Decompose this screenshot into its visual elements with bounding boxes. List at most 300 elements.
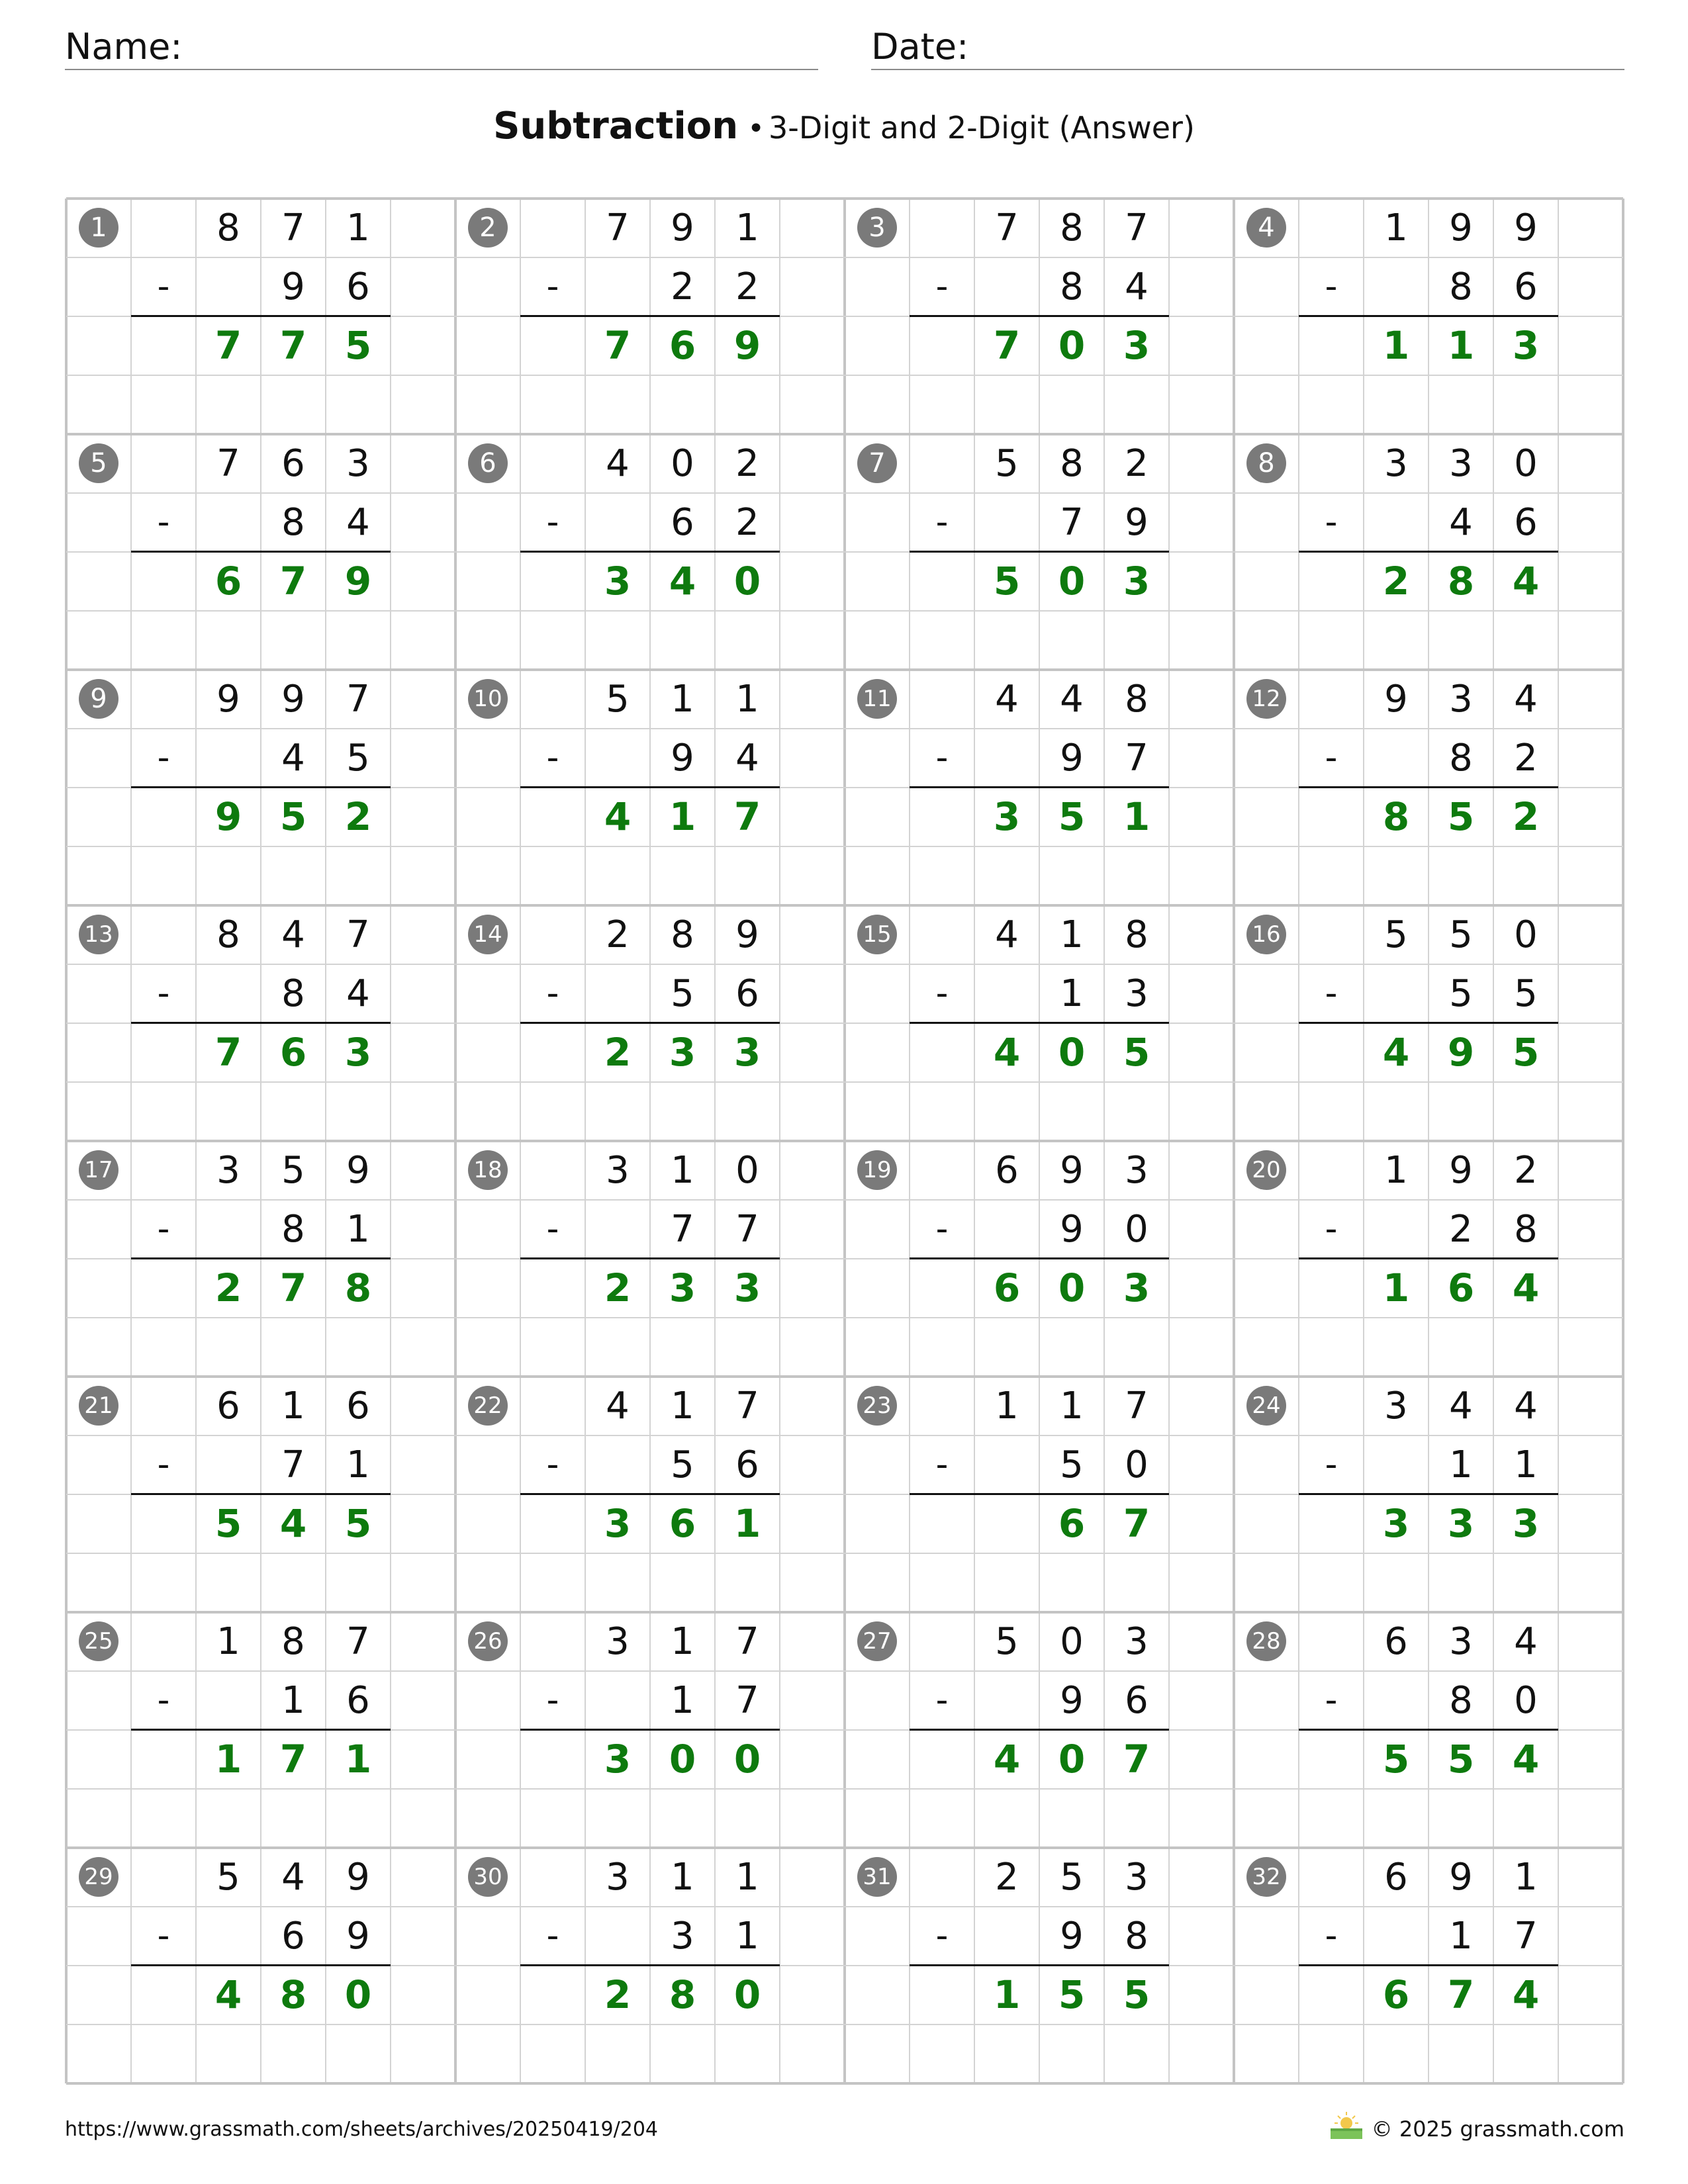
subtrahend-digit: 2 — [735, 265, 759, 308]
minuend-digit: 7 — [735, 1385, 759, 1428]
minuend-digit: 3 — [1125, 1149, 1149, 1192]
answer-digit: 5 — [1382, 1737, 1410, 1782]
problem-number-badge: 3 — [857, 208, 897, 248]
problem-number-badge: 14 — [468, 915, 508, 954]
minuend-digit: 3 — [606, 1620, 630, 1663]
answer-digit: 7 — [279, 1737, 307, 1782]
answer-digit: 0 — [1058, 1265, 1086, 1310]
answer-digit: 3 — [669, 1265, 696, 1310]
subtrahend-digit: 6 — [1514, 501, 1538, 544]
footer-url[interactable]: https://www.grassmath.com/sheets/archives/20250419/204 — [65, 2118, 659, 2141]
problem-number-badge: 4 — [1246, 208, 1286, 248]
problem-number-badge: 26 — [468, 1621, 508, 1661]
minus-sign: - — [935, 1209, 949, 1249]
answer-digit: 7 — [604, 323, 632, 368]
problem-number-badge: 25 — [79, 1621, 118, 1661]
minus-sign: - — [1325, 974, 1338, 1013]
answer-digit: 4 — [993, 1030, 1021, 1075]
subtrahend-digit: 8 — [1449, 737, 1473, 780]
minuend-digit: 6 — [346, 1385, 370, 1428]
answer-digit: 8 — [279, 1972, 307, 2017]
answer-digit: 8 — [344, 1265, 372, 1310]
minuend-digit: 5 — [1060, 1856, 1084, 1899]
minuend-digit: 1 — [735, 206, 759, 250]
answer-digit: 0 — [1058, 1030, 1086, 1075]
minuend-digit: 7 — [1125, 1385, 1149, 1428]
answer-digit: 5 — [1123, 1972, 1150, 2017]
subtrahend-digit: 6 — [346, 265, 370, 308]
subtrahend-digit: 7 — [671, 1208, 694, 1251]
name-label: Name: — [65, 26, 183, 68]
answer-digit: 7 — [279, 1265, 307, 1310]
answer-digit: 6 — [993, 1265, 1021, 1310]
answer-digit: 3 — [604, 1501, 632, 1546]
problem-number-badge: 27 — [857, 1621, 897, 1661]
answer-line — [131, 1964, 391, 1966]
answer-digit: 3 — [1512, 1501, 1540, 1546]
subtrahend-digit: 7 — [735, 1679, 759, 1722]
minus-sign: - — [935, 974, 949, 1013]
answer-digit: 3 — [993, 794, 1021, 839]
name-field[interactable] — [65, 23, 818, 70]
minuend-digit: 1 — [671, 1620, 694, 1663]
subtrahend-digit: 2 — [671, 265, 694, 308]
minus-sign: - — [546, 1680, 559, 1720]
answer-digit: 1 — [993, 1972, 1021, 2017]
minus-sign: - — [935, 1445, 949, 1484]
answer-digit: 6 — [669, 1501, 696, 1546]
answer-digit: 2 — [604, 1030, 632, 1075]
subtrahend-digit: 6 — [735, 1443, 759, 1486]
minuend-digit: 9 — [1449, 1149, 1473, 1192]
subtrahend-digit: 4 — [735, 737, 759, 780]
answer-digit: 3 — [733, 1030, 761, 1075]
minus-sign: - — [157, 267, 170, 306]
minuend-digit: 1 — [346, 206, 370, 250]
minuend-digit: 1 — [1514, 1856, 1538, 1899]
subtrahend-digit: 2 — [1449, 1208, 1473, 1251]
answer-digit: 5 — [1058, 1972, 1086, 2017]
answer-digit: 3 — [1123, 1265, 1150, 1310]
minuend-digit: 8 — [1060, 206, 1084, 250]
minus-sign: - — [546, 1209, 559, 1249]
answer-digit: 4 — [214, 1972, 242, 2017]
minuend-digit: 6 — [216, 1385, 240, 1428]
problem-number-badge: 28 — [1246, 1621, 1286, 1661]
minus-sign: - — [546, 1916, 559, 1956]
subtrahend-digit: 8 — [1125, 1915, 1149, 1958]
problem-number-badge: 1 — [79, 208, 118, 248]
problem-number-badge: 18 — [468, 1150, 508, 1190]
minuend-digit: 3 — [346, 442, 370, 485]
minus-sign: - — [1325, 738, 1338, 778]
minuend-digit: 8 — [1125, 678, 1149, 721]
answer-line — [131, 315, 391, 317]
answer-line — [910, 315, 1169, 317]
minuend-digit: 3 — [1125, 1856, 1149, 1899]
minuend-digit: 5 — [281, 1149, 305, 1192]
minus-sign: - — [1325, 1916, 1338, 1956]
subtrahend-digit: 9 — [346, 1915, 370, 1958]
minuend-digit: 9 — [1449, 1856, 1473, 1899]
subtrahend-digit: 7 — [1060, 501, 1084, 544]
minuend-digit: 4 — [281, 1856, 305, 1899]
minuend-digit: 0 — [1060, 1620, 1084, 1663]
minus-sign: - — [1325, 1209, 1338, 1249]
answer-digit: 1 — [1447, 323, 1475, 368]
minuend-digit: 7 — [606, 206, 630, 250]
answer-line — [910, 1964, 1169, 1966]
subtrahend-digit: 1 — [281, 1679, 305, 1722]
minus-sign: - — [546, 267, 559, 306]
answer-line — [910, 1022, 1169, 1024]
answer-digit: 7 — [1123, 1737, 1150, 1782]
answer-digit: 6 — [669, 323, 696, 368]
answer-digit: 0 — [733, 1737, 761, 1782]
answer-line — [131, 786, 391, 788]
subtrahend-digit: 0 — [1125, 1443, 1149, 1486]
minuend-digit: 0 — [1514, 442, 1538, 485]
answer-digit: 7 — [214, 1030, 242, 1075]
answer-digit: 6 — [1058, 1501, 1086, 1546]
subtrahend-digit: 8 — [1514, 1208, 1538, 1251]
answer-digit: 3 — [669, 1030, 696, 1075]
minuend-digit: 3 — [1384, 442, 1408, 485]
minuend-digit: 4 — [606, 1385, 630, 1428]
answer-digit: 3 — [1447, 1501, 1475, 1546]
answer-digit: 5 — [1512, 1030, 1540, 1075]
subtrahend-digit: 8 — [1449, 265, 1473, 308]
answer-digit: 7 — [1447, 1972, 1475, 2017]
answer-digit: 5 — [993, 559, 1021, 604]
answer-digit: 2 — [214, 1265, 242, 1310]
minuend-digit: 1 — [1384, 206, 1408, 250]
subtrahend-digit: 6 — [1125, 1679, 1149, 1722]
minuend-digit: 7 — [216, 442, 240, 485]
minuend-digit: 3 — [606, 1856, 630, 1899]
minuend-digit: 4 — [1514, 678, 1538, 721]
minus-sign: - — [1325, 267, 1338, 306]
answer-line — [1299, 551, 1558, 553]
minuend-digit: 4 — [1060, 678, 1084, 721]
minuend-digit: 1 — [671, 678, 694, 721]
answer-line — [520, 1729, 780, 1731]
answer-line — [1299, 1729, 1558, 1731]
minus-sign: - — [157, 738, 170, 778]
answer-digit: 7 — [279, 323, 307, 368]
answer-digit: 8 — [1447, 559, 1475, 604]
problem-number-badge: 24 — [1246, 1386, 1286, 1426]
minuend-digit: 9 — [1060, 1149, 1084, 1192]
answer-digit: 5 — [344, 1501, 372, 1546]
answer-digit: 6 — [214, 559, 242, 604]
problem-number-badge: 20 — [1246, 1150, 1286, 1190]
problem-number-badge: 15 — [857, 915, 897, 954]
minuend-digit: 9 — [1384, 678, 1408, 721]
answer-digit: 9 — [344, 559, 372, 604]
date-field[interactable] — [871, 23, 1624, 70]
answer-digit: 5 — [214, 1501, 242, 1546]
answer-digit: 3 — [604, 559, 632, 604]
answer-digit: 6 — [1447, 1265, 1475, 1310]
minuend-digit: 1 — [671, 1385, 694, 1428]
minuend-digit: 9 — [735, 913, 759, 956]
minuend-digit: 9 — [671, 206, 694, 250]
minuend-digit: 5 — [216, 1856, 240, 1899]
subtrahend-digit: 8 — [281, 972, 305, 1015]
minuend-digit: 8 — [216, 206, 240, 250]
subtrahend-digit: 9 — [1060, 1208, 1084, 1251]
minuend-digit: 3 — [1384, 1385, 1408, 1428]
problem-number-badge: 10 — [468, 679, 508, 719]
minus-sign: - — [546, 738, 559, 778]
answer-digit: 1 — [733, 1501, 761, 1546]
answer-line — [131, 1022, 391, 1024]
subtrahend-digit: 5 — [1449, 972, 1473, 1015]
answer-line — [520, 551, 780, 553]
minuend-digit: 3 — [1449, 442, 1473, 485]
answer-digit: 0 — [344, 1972, 372, 2017]
subtrahend-digit: 9 — [1060, 1679, 1084, 1722]
minuend-digit: 7 — [995, 206, 1019, 250]
minuend-digit: 7 — [735, 1620, 759, 1663]
answer-line — [1299, 786, 1558, 788]
answer-digit: 2 — [604, 1265, 632, 1310]
answer-line — [910, 1257, 1169, 1259]
answer-digit: 1 — [1382, 323, 1410, 368]
answer-line — [520, 1964, 780, 1966]
answer-digit: 0 — [669, 1737, 696, 1782]
problem-number-badge: 31 — [857, 1857, 897, 1897]
subtrahend-digit: 3 — [1125, 972, 1149, 1015]
minuend-digit: 4 — [1514, 1620, 1538, 1663]
minuend-digit: 4 — [995, 678, 1019, 721]
minus-sign: - — [935, 502, 949, 542]
subtrahend-digit: 3 — [671, 1915, 694, 1958]
minus-sign: - — [935, 1916, 949, 1956]
minuend-digit: 7 — [346, 1620, 370, 1663]
answer-line — [1299, 1022, 1558, 1024]
minuend-digit: 0 — [735, 1149, 759, 1192]
grid-block-divider — [66, 2082, 1623, 2085]
minuend-digit: 9 — [216, 678, 240, 721]
minuend-digit: 2 — [995, 1856, 1019, 1899]
answer-line — [131, 551, 391, 553]
minuend-digit: 4 — [995, 913, 1019, 956]
answer-digit: 7 — [279, 559, 307, 604]
problem-number-badge: 19 — [857, 1150, 897, 1190]
answer-digit: 1 — [1382, 1265, 1410, 1310]
problem-number-badge: 12 — [1246, 679, 1286, 719]
answer-digit: 3 — [1123, 559, 1150, 604]
answer-digit: 6 — [279, 1030, 307, 1075]
answer-line — [1299, 1257, 1558, 1259]
subtrahend-digit: 1 — [671, 1679, 694, 1722]
minuend-digit: 2 — [1514, 1149, 1538, 1192]
answer-digit: 5 — [279, 794, 307, 839]
minuend-digit: 7 — [281, 206, 305, 250]
minus-sign: - — [1325, 1445, 1338, 1484]
answer-digit: 4 — [1512, 1265, 1540, 1310]
minuend-digit: 8 — [1125, 913, 1149, 956]
title-separator: • — [747, 112, 765, 146]
minuend-digit: 5 — [1384, 913, 1408, 956]
answer-digit: 4 — [604, 794, 632, 839]
minuend-digit: 1 — [735, 1856, 759, 1899]
subtrahend-digit: 5 — [671, 972, 694, 1015]
answer-digit: 5 — [1447, 794, 1475, 839]
minuend-digit: 5 — [1449, 913, 1473, 956]
subtrahend-digit: 6 — [735, 972, 759, 1015]
minuend-digit: 7 — [346, 678, 370, 721]
minuend-digit: 2 — [606, 913, 630, 956]
answer-line — [1299, 315, 1558, 317]
answer-digit: 9 — [1447, 1030, 1475, 1075]
answer-line — [910, 551, 1169, 553]
problem-number-badge: 23 — [857, 1386, 897, 1426]
minus-sign: - — [157, 1445, 170, 1484]
problem-number-badge: 9 — [79, 679, 118, 719]
subtrahend-digit: 0 — [1514, 1679, 1538, 1722]
problem-number-badge: 8 — [1246, 443, 1286, 483]
answer-digit: 4 — [993, 1737, 1021, 1782]
minuend-digit: 9 — [281, 678, 305, 721]
minuend-digit: 6 — [1384, 1620, 1408, 1663]
minuend-digit: 1 — [1060, 913, 1084, 956]
subtrahend-digit: 8 — [281, 501, 305, 544]
subtrahend-digit: 7 — [1514, 1915, 1538, 1958]
subtrahend-digit: 5 — [1514, 972, 1538, 1015]
title-main: Subtraction — [493, 105, 739, 148]
minuend-digit: 8 — [671, 913, 694, 956]
answer-line — [520, 1493, 780, 1495]
minuend-digit: 1 — [1060, 1385, 1084, 1428]
subtrahend-digit: 4 — [1125, 265, 1149, 308]
minuend-digit: 1 — [1384, 1149, 1408, 1192]
subtrahend-digit: 7 — [1125, 737, 1149, 780]
minus-sign: - — [546, 974, 559, 1013]
minuend-digit: 8 — [216, 913, 240, 956]
minuend-digit: 8 — [1060, 442, 1084, 485]
subtrahend-digit: 6 — [1514, 265, 1538, 308]
minus-sign: - — [1325, 502, 1338, 542]
minuend-digit: 2 — [1125, 442, 1149, 485]
answer-digit: 1 — [214, 1737, 242, 1782]
subtrahend-digit: 1 — [1060, 972, 1084, 1015]
problem-number-badge: 21 — [79, 1386, 118, 1426]
subtrahend-digit: 6 — [281, 1915, 305, 1958]
answer-digit: 8 — [669, 1972, 696, 2017]
problem-number-badge: 16 — [1246, 915, 1286, 954]
answer-digit: 2 — [604, 1972, 632, 2017]
subtrahend-digit: 0 — [1125, 1208, 1149, 1251]
minus-sign: - — [935, 267, 949, 306]
answer-line — [1299, 1964, 1558, 1966]
minuend-digit: 7 — [346, 913, 370, 956]
answer-digit: 5 — [1123, 1030, 1150, 1075]
answer-line — [131, 1493, 391, 1495]
subtrahend-digit: 9 — [1125, 501, 1149, 544]
subtrahend-digit: 5 — [671, 1443, 694, 1486]
subtrahend-digit: 9 — [1060, 737, 1084, 780]
subtrahend-digit: 8 — [281, 1208, 305, 1251]
minuend-digit: 2 — [735, 442, 759, 485]
answer-digit: 0 — [1058, 323, 1086, 368]
minuend-digit: 3 — [1449, 1620, 1473, 1663]
date-label: Date: — [871, 26, 969, 68]
minuend-digit: 4 — [281, 913, 305, 956]
answer-line — [131, 1257, 391, 1259]
answer-line — [520, 315, 780, 317]
subtrahend-digit: 7 — [281, 1443, 305, 1486]
answer-digit: 7 — [214, 323, 242, 368]
minuend-digit: 4 — [606, 442, 630, 485]
minuend-digit: 5 — [995, 442, 1019, 485]
subtrahend-digit: 5 — [346, 737, 370, 780]
minuend-digit: 4 — [1514, 1385, 1538, 1428]
minuend-digit: 3 — [1125, 1620, 1149, 1663]
answer-digit: 2 — [344, 794, 372, 839]
minuend-digit: 6 — [281, 442, 305, 485]
problem-number-badge: 32 — [1246, 1857, 1286, 1897]
subtrahend-digit: 9 — [281, 265, 305, 308]
answer-digit: 7 — [733, 794, 761, 839]
answer-line — [520, 1022, 780, 1024]
subtrahend-digit: 1 — [1514, 1443, 1538, 1486]
answer-digit: 8 — [1382, 794, 1410, 839]
minuend-digit: 9 — [346, 1149, 370, 1192]
minuend-digit: 5 — [995, 1620, 1019, 1663]
answer-digit: 9 — [214, 794, 242, 839]
problem-number-badge: 22 — [468, 1386, 508, 1426]
minuend-digit: 0 — [1514, 913, 1538, 956]
minuend-digit: 0 — [671, 442, 694, 485]
answer-digit: 4 — [1512, 1737, 1540, 1782]
minuend-digit: 6 — [995, 1149, 1019, 1192]
subtrahend-digit: 7 — [735, 1208, 759, 1251]
minuend-digit: 1 — [281, 1385, 305, 1428]
minus-sign: - — [1325, 1680, 1338, 1720]
answer-line — [131, 1729, 391, 1731]
grassmath-logo-icon — [1327, 2110, 1366, 2142]
minuend-digit: 7 — [1125, 206, 1149, 250]
subtrahend-digit: 4 — [1449, 501, 1473, 544]
answer-digit: 0 — [1058, 1737, 1086, 1782]
minus-sign: - — [157, 1916, 170, 1956]
minuend-digit: 3 — [1449, 678, 1473, 721]
answer-line — [910, 1729, 1169, 1731]
answer-digit: 4 — [669, 559, 696, 604]
subtrahend-digit: 1 — [1449, 1915, 1473, 1958]
problem-number-badge: 11 — [857, 679, 897, 719]
answer-digit: 4 — [1512, 559, 1540, 604]
minuend-digit: 4 — [1449, 1385, 1473, 1428]
answer-digit: 5 — [1447, 1737, 1475, 1782]
answer-digit: 2 — [1512, 794, 1540, 839]
answer-digit: 3 — [1123, 323, 1150, 368]
problem-number-badge: 7 — [857, 443, 897, 483]
answer-digit: 6 — [1382, 1972, 1410, 2017]
subtrahend-digit: 1 — [1449, 1443, 1473, 1486]
answer-digit: 0 — [1058, 559, 1086, 604]
subtrahend-digit: 6 — [346, 1679, 370, 1722]
answer-digit: 4 — [279, 1501, 307, 1546]
minus-sign: - — [935, 1680, 949, 1720]
problem-grid — [66, 199, 1623, 2089]
answer-digit: 1 — [669, 794, 696, 839]
answer-line — [1299, 1493, 1558, 1495]
subtrahend-digit: 6 — [671, 501, 694, 544]
